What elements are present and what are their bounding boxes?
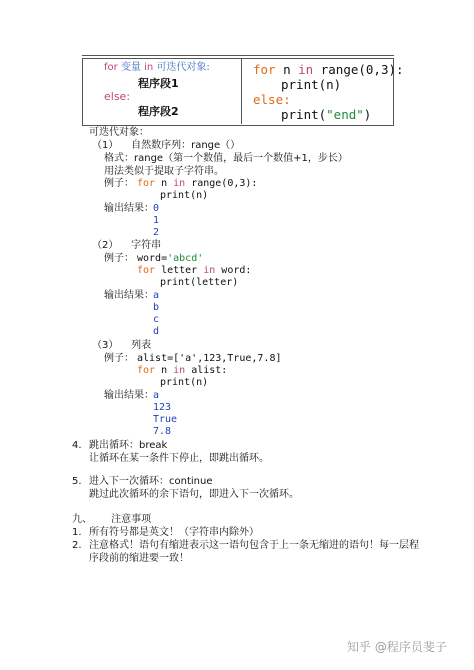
s2-output-3: d [153, 326, 160, 337]
s2-code-line1: word='abcd' [137, 253, 204, 264]
s3-output-3: 7.8 [153, 426, 172, 437]
s1-output-1: 1 [153, 215, 160, 226]
table-right-line4: print("end") [281, 107, 372, 122]
table-top-border [82, 55, 394, 56]
s3-output-0: a [153, 390, 160, 401]
s1-output-label: 输出结果： [104, 203, 154, 214]
s3-code-line3: print(n) [160, 377, 209, 388]
section9-item2-number: 2. [72, 540, 82, 551]
s1-code-line1: for n in range(0,3): [137, 178, 258, 189]
table-right-line2: print(n) [281, 77, 342, 92]
point5-title: 进入下一次循环：continue [89, 476, 213, 487]
s3-example-label: 例子： [104, 353, 134, 364]
point4-number: 4. [72, 440, 82, 451]
s3-code-line2: for n in alist: [137, 365, 228, 376]
section9-title: 九、 注意事项 [72, 514, 152, 525]
s3-code-line1: alist=['a',123,True,7.8] [137, 353, 282, 364]
s2-code-line2: for letter in word: [137, 265, 252, 276]
s3-title: （3） 列表 [92, 340, 152, 351]
s1-usage: 用法类似于提取子字符串。 [104, 166, 224, 177]
point5-number: 5. [72, 476, 82, 487]
table-left-else: else: [104, 90, 131, 103]
s2-code-line3: print(letter) [160, 277, 239, 288]
s3-output-2: True [153, 414, 178, 425]
table-right-else: else: [253, 92, 291, 107]
point4-title: 跳出循环：break [89, 440, 168, 451]
s3-output-1: 123 [153, 402, 172, 413]
s2-example-label: 例子： [104, 253, 134, 264]
s1-format: 格式：range（第一个数值，最后一个数值+1，步长） [104, 153, 348, 164]
s3-output-label: 输出结果： [104, 390, 154, 401]
section9-item2-text: 注意格式！语句有缩进表示这一语句包含于上一条无缩进的语句！每一层程 [89, 540, 419, 551]
point5-desc: 跳过此次循环的余下语句，即进入下一次循环。 [89, 489, 299, 500]
s2-output-label: 输出结果： [104, 290, 154, 301]
s1-output-0: 0 [153, 203, 160, 214]
table-column-divider [241, 58, 242, 124]
iterables-heading: 可迭代对象： [89, 127, 149, 138]
table-right-line1: for n in range(0,3): [253, 62, 404, 77]
watermark: 知乎 @程序员斐子 [347, 640, 447, 654]
table-left-block2: 程序段2 [138, 105, 179, 118]
point4-desc: 让循环在某一条件下停止，即跳出循环。 [89, 453, 269, 464]
s1-output-2: 2 [153, 227, 160, 238]
s2-output-1: b [153, 302, 160, 313]
table-left-block1: 程序段1 [138, 77, 179, 90]
s2-title: （2） 字符串 [92, 240, 162, 251]
section9-item1-number: 1. [72, 527, 82, 538]
section9-item1-text: 所有符号都是英文！（字符串内除外） [89, 527, 259, 538]
s2-output-2: c [153, 314, 160, 325]
s1-example-label: 例子： [104, 178, 134, 189]
s1-code-line2: print(n) [160, 190, 209, 201]
section9-item2-continued: 序段前的缩进要一致！ [89, 553, 189, 564]
table-left-line1: for 变量 in 可迭代对象: [104, 62, 210, 73]
s2-output-0: a [153, 290, 160, 301]
s1-title: （1） 自然数序列：range（） [92, 140, 241, 151]
